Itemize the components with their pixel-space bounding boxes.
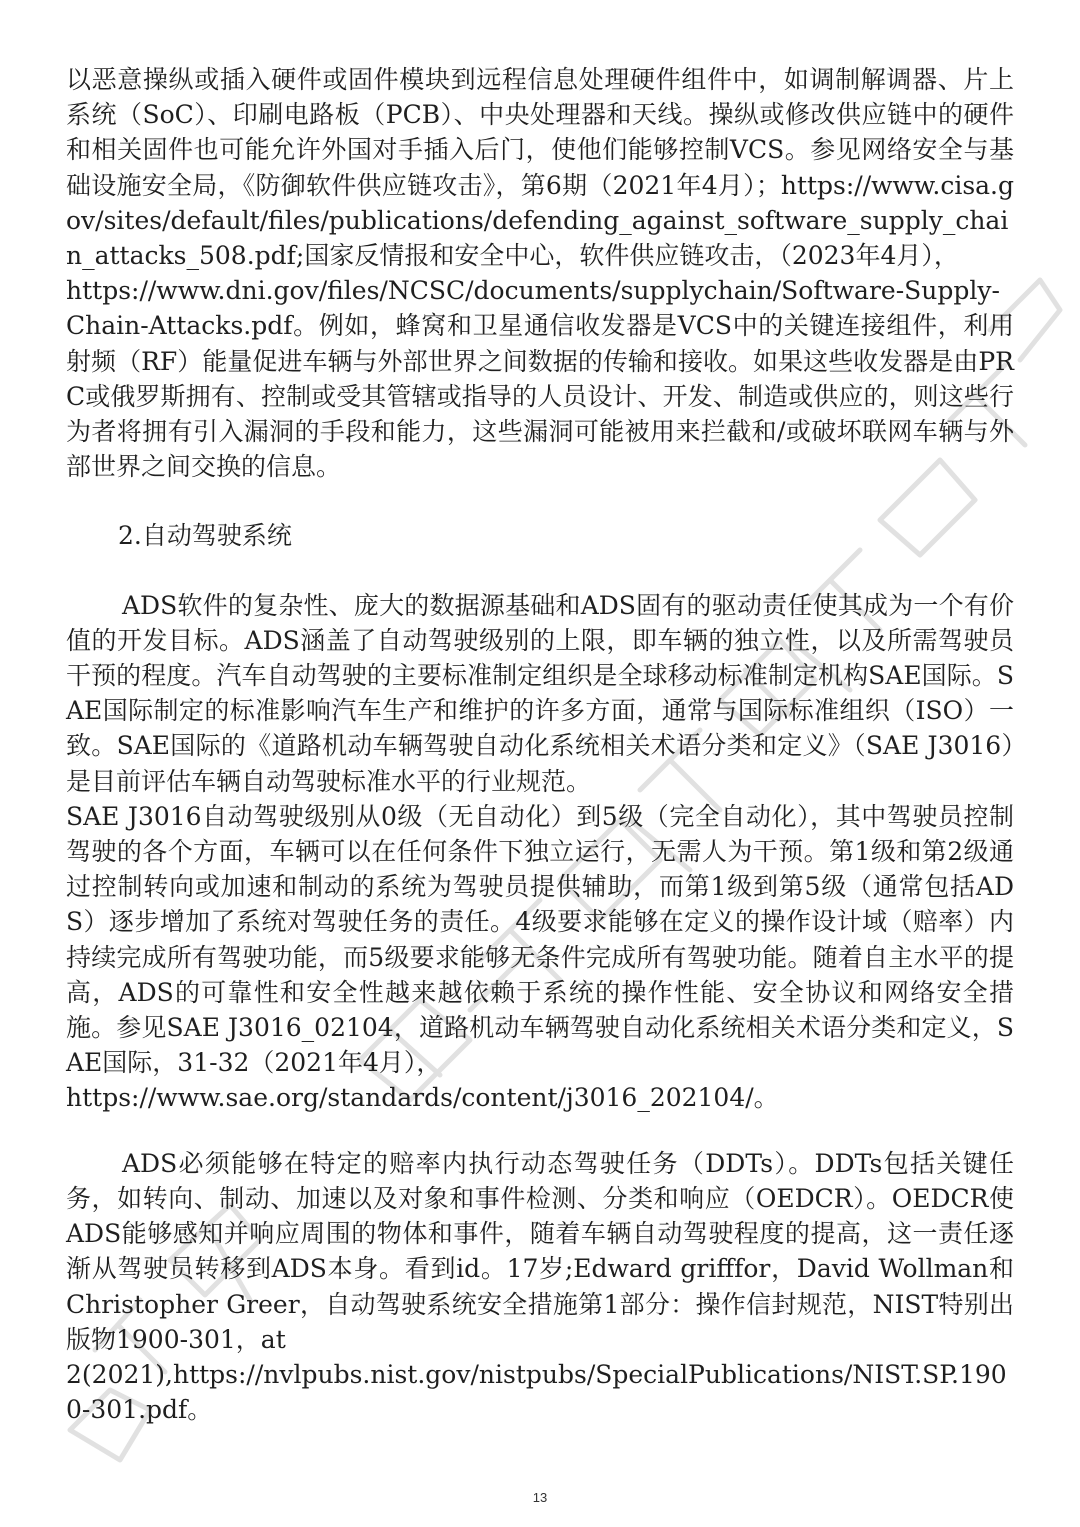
paragraph-sae-link: https://www.sae.org/standards/content/j3016_202104/。	[66, 1083, 779, 1113]
paragraph-hardware-supply-chain: 以恶意操纵或插入硬件或固件模块到远程信息处理硬件组件中，如调制解调器、片上系统（SoC）、印刷电路板（PCB）、中央处理器和天线。操纵或修改供应链中的硬件和相关固件也可能允许外国对手插入后门，使他们能够控制VCS。参见网络安全与基础设施安全局，《防御软件供应链攻击》，第6期（2021年4月）；https://www.cisa.gov/sites/default/files/publications/defending_against_software_supply_chain_attacks_508.pdf;国家反情报和安全中心，软件供应链攻击，（2023年4月），	[66, 65, 1014, 271]
document-body	[66, 62, 1014, 1427]
paragraph-sae-levels: SAE J3016自动驾驶级别从0级（无自动化）到5级（完全自动化），其中驾驶员控制驾驶的各个方面，车辆可以在任何条件下独立运行，无需人为干预。第1级和第2级通过控制转向或加速和制动的系统为驾驶员提供辅助，而第1级到第5级（通常包括ADS）逐步增加了系统对驾驶任务的责任。4级要求能够在定义的操作设计域（赔率）内持续完成所有驾驶功能，而5级要求能够无条件完成所有驾驶功能。随着自主水平的提高，ADS的可靠性和安全性越来越依赖于系统的操作性能、安全协议和网络安全措施。参见SAE J3016_02104，道路机动车辆驾驶自动化系统相关术语分类和定义，SAE国际，31-32（2021年4月），	[66, 801, 1014, 1078]
paragraph-ads-intro: ADS软件的复杂性、庞大的数据源基础和ADS固有的驱动责任使其成为一个有价值的开发目标。ADS涵盖了自动驾驶级别的上限，即车辆的独立性，以及所需驾驶员干预的程度。汽车自动驾驶的主要标准制定组织是全球移动标准制定机构SAE国际。SAE国际制定的标准影响汽车生产和维护的许多方面，通常与国际标准组织（ISO）一致。SAE国际的《道路机动车辆驾驶自动化系统相关术语分类和定义》（SAE J3016）是目前评估车辆自动驾驶标准水平的行业规范。	[66, 590, 1014, 796]
paragraph-transceivers: https://www.dni.gov/files/NCSC/documents/supplychain/Software-Supply-Chain-Attacks.pdf。例如，蜂窝和卫星通信收发器是VCS中的关键连接组件，利用射频（RF）能量促进车辆与外部世界之间数据的传输和接收。如果这些收发器是由PRC或俄罗斯拥有、控制或受其管辖或指导的人员设计、开发、制造或供应的，则这些行为者将拥有引入漏洞的手段和能力，这些漏洞可能被用来拦截和/或破坏联网车辆与外部世界之间交换的信息。	[66, 276, 1014, 482]
paragraph-ddt: ADS必须能够在特定的赔率内执行动态驾驶任务（DDTs）。DDTs包括关键任务，如转向、制动、加速以及对象和事件检测、分类和响应（OEDCR）。OEDCR使ADS能够感知并响应周围的物体和事件，随着车辆自动驾驶程度的提高，这一责任逐渐从驾驶员转移到ADS本身。看到id。17岁;Edward grifffor，David Wollman和Christopher Greer，自动驾驶系统安全措施第1部分：操作信封规范，NIST特别出版物1900-301，at	[66, 1148, 1014, 1354]
section-heading-ads: 2.自动驾驶系统	[118, 521, 292, 551]
paragraph-nist-link: 2(2021),https://nvlpubs.nist.gov/nistpubs/SpecialPublications/NIST.SP.1900-301.pdf。	[66, 1359, 1007, 1425]
page-number: 13	[532, 1490, 548, 1505]
